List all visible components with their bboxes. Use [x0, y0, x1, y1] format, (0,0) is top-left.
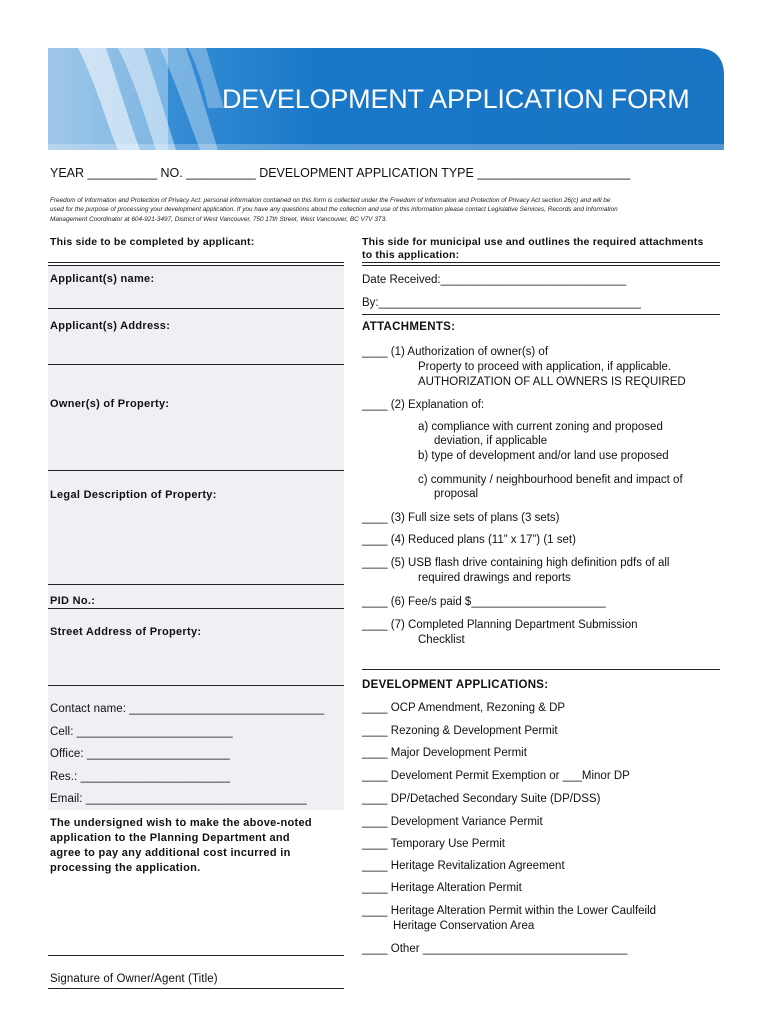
signature-label: Signature of Owner/Agent (Title) [50, 973, 218, 985]
privacy-notice [50, 196, 726, 224]
office-field[interactable]: Office: ______________________ [50, 748, 230, 760]
attachment-2a-cont: deviation, if applicable [418, 435, 548, 447]
dev-option[interactable]: ____ Heritage Alteration Permit [362, 882, 522, 894]
date-received-field[interactable]: Date Received:_____________________________ [362, 274, 627, 286]
attachment-2a: a) compliance with current zoning and proposed [418, 421, 663, 433]
privacy-notice-line: used for the purpose of processing your development application. If you have any questions about the collection and use of this information please contact Legislative Services, Records and Information [50, 206, 618, 214]
attachment-5[interactable]: ____ (5) USB flash drive containing high definition pdfs of all [362, 557, 670, 569]
dev-option-heritage-lower-caulfeild[interactable]: ____ Heritage Alteration Permit within the Lower Caulfeild [362, 905, 657, 917]
applicant-name-field[interactable] [48, 308, 344, 309]
attachment-1-detail: Property to proceed with application, if applicable. [418, 361, 672, 373]
legal-description-field[interactable] [48, 584, 344, 585]
divider [362, 262, 720, 263]
dev-option[interactable]: ____ Rezoning & Development Permit [362, 725, 558, 737]
right-heading-line: This side for municipal use and outlines the required attachments [362, 236, 704, 248]
pid-field[interactable] [48, 608, 344, 609]
right-column-heading [362, 236, 703, 261]
res-field[interactable]: Res.: _______________________ [50, 771, 231, 783]
divider [48, 262, 344, 263]
undertaking-line: agree to pay any additional cost incurred in [50, 847, 291, 859]
dev-option[interactable]: ____ OCP Amendment, Rezoning & DP [362, 702, 566, 714]
dev-option[interactable]: ____ Development Variance Permit [362, 816, 543, 828]
year-number-type-line[interactable]: YEAR __________ NO. __________ DEVELOPMENT APPLICATION TYPE ______________________ [50, 166, 631, 180]
divider [362, 265, 720, 266]
email-field[interactable]: Email: __________________________________ [50, 793, 307, 805]
attachment-6[interactable]: ____ (6) Fee/s paid $_____________________ [362, 596, 606, 608]
undertaking-line: application to the Planning Department and [50, 832, 290, 844]
development-applications-heading: DEVELOPMENT APPLICATIONS: [362, 679, 549, 691]
form-title: DEVELOPMENT APPLICATION FORM [222, 84, 690, 114]
street-address-label: Street Address of Property: [50, 626, 202, 638]
left-column-heading: This side to be completed by applicant: [50, 236, 255, 248]
attachment-2c: c) community / neighbourhood benefit and impact of [418, 474, 683, 486]
applicant-name-label: Applicant(s) name: [50, 273, 155, 285]
contact-name-field[interactable]: Contact name: ______________________________ [50, 703, 325, 715]
dev-option-heritage-lower-caulfeild-cont: Heritage Conservation Area [393, 920, 535, 932]
legal-description-label: Legal Description of Property: [50, 489, 217, 501]
dev-option[interactable]: ____ Develoment Permit Exemption or ___Minor DP [362, 770, 630, 782]
by-field[interactable]: By:_________________________________________ [362, 297, 641, 309]
undertaking-line: The undersigned wish to make the above-noted [50, 817, 312, 829]
attachment-1[interactable]: ____ (1) Authorization of owner(s) of [362, 346, 549, 358]
attachment-3[interactable]: ____ (3) Full size sets of plans (3 sets) [362, 512, 560, 524]
right-heading-line: to this application: [362, 248, 460, 261]
applicant-address-field[interactable] [48, 364, 344, 365]
attachment-2b: b) type of development and/or land use proposed [418, 450, 669, 462]
dev-option[interactable]: ____ DP/Detached Secondary Suite (DP/DSS) [362, 793, 601, 805]
owners-field[interactable] [48, 470, 344, 471]
cell-field[interactable]: Cell: ________________________ [50, 726, 233, 738]
undertaking-statement [50, 816, 312, 876]
signature-field[interactable] [48, 955, 344, 956]
owners-label: Owner(s) of Property: [50, 398, 170, 410]
applicant-address-label: Applicant(s) Address: [50, 320, 171, 332]
dev-option-other[interactable]: ____ Other ________________________________ [362, 943, 628, 955]
attachments-heading: ATTACHMENTS: [362, 321, 456, 333]
pid-label: PID No.: [50, 595, 96, 607]
dev-option[interactable]: ____ Heritage Revitalization Agreement [362, 860, 565, 872]
divider [48, 988, 344, 989]
attachment-7-detail: Checklist [418, 634, 465, 646]
attachment-2[interactable]: ____ (2) Explanation of: [362, 399, 485, 411]
privacy-notice-line: Management Coordinator at 604-921-3497, District of West Vancouver, 750 17th Street, West Vancouver, BC V7V 3T3. [50, 215, 388, 223]
dev-option[interactable]: ____ Temporary Use Permit [362, 838, 505, 850]
street-address-field[interactable] [48, 685, 344, 686]
attachment-1-note: AUTHORIZATION OF ALL OWNERS IS REQUIRED [418, 376, 686, 388]
privacy-notice-line: Freedom of Information and Protection of Privacy Act: personal information contained on this form is collected under the Freedom of Information and Protection of Privacy Act section 26(c) and will be [50, 197, 611, 204]
attachment-2c-cont: proposal [418, 488, 479, 500]
divider [362, 314, 720, 315]
attachment-5-detail: required drawings and reports [418, 572, 571, 584]
undertaking-line: processing the application. [50, 862, 201, 874]
divider [362, 669, 720, 670]
attachment-7[interactable]: ____ (7) Completed Planning Department Submission [362, 619, 638, 631]
dev-option[interactable]: ____ Major Development Permit [362, 747, 527, 759]
attachment-4[interactable]: ____ (4) Reduced plans (11” x 17”) (1 set) [362, 534, 576, 546]
